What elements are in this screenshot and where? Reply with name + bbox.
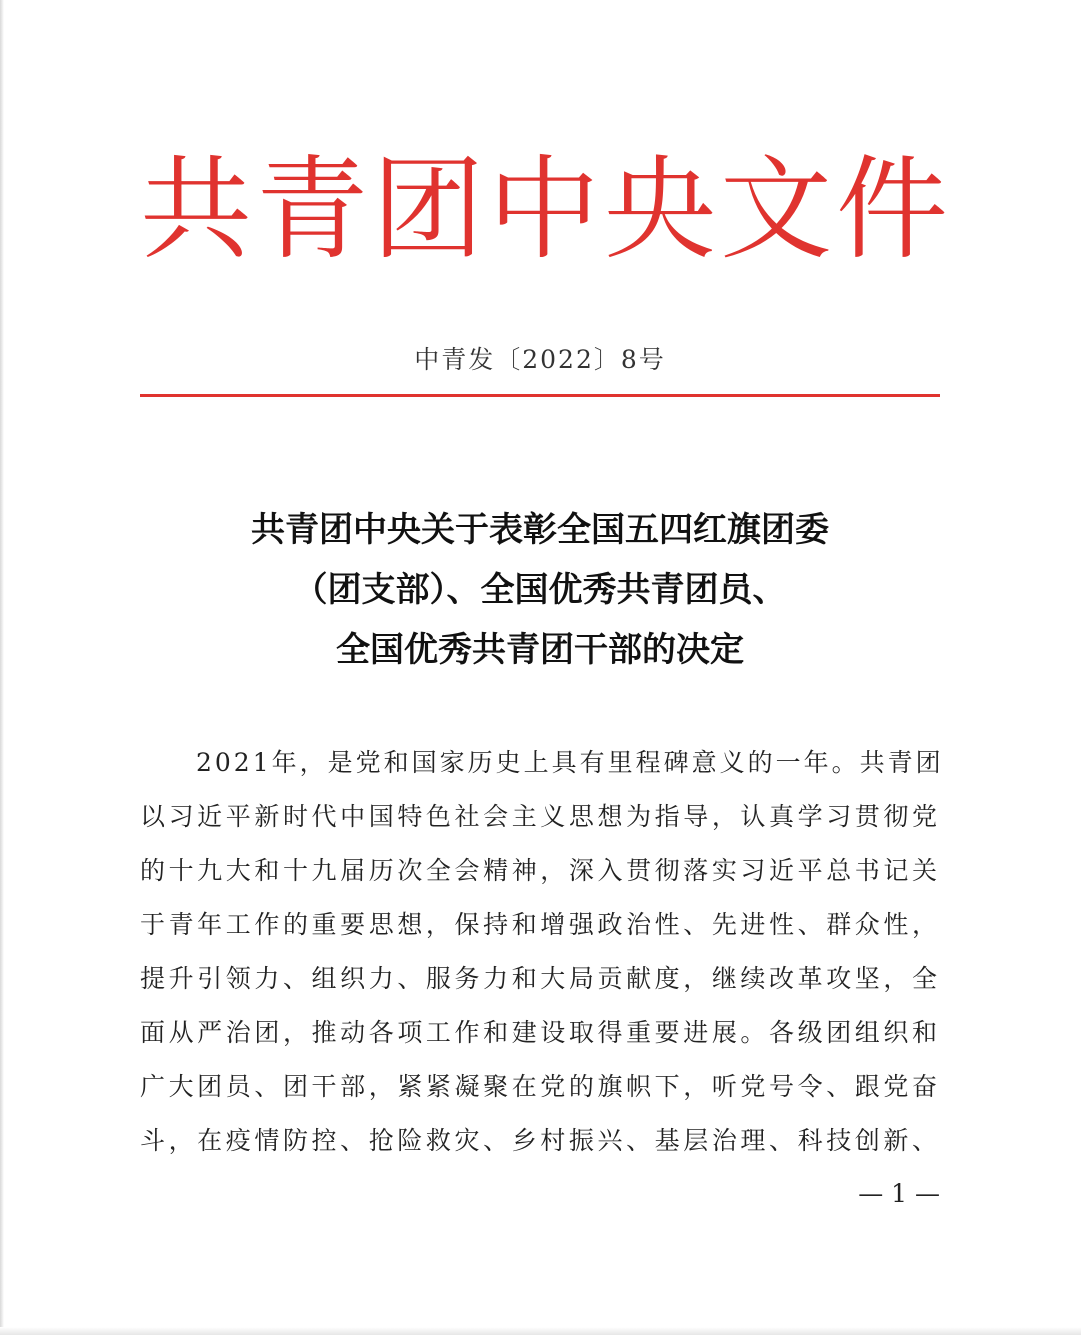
document-number: 中青发〔2022〕8号 [414, 345, 666, 374]
body-line: 提升引领力、组织力、服务力和大局贡献度，继续改革攻坚，全 [140, 964, 940, 993]
body-line: 广大团员、团干部，紧紧凝聚在党的旗帜下，听党号令、跟党奋 [140, 1072, 940, 1101]
body-line: 2021年，是党和国家历史上具有里程碑意义的一年。共青团 [196, 748, 944, 777]
body-line: 面从严治团，推动各项工作和建设取得重要进展。各级团组织和 [140, 1018, 940, 1047]
body-line: 于青年工作的重要思想，保持和增强政治性、先进性、群众性， [140, 910, 940, 939]
body-line: 斗，在疫情防控、抢险救灾、乡村振兴、基层治理、科技创新、 [140, 1126, 940, 1155]
page-number: — 1 — [858, 1179, 940, 1208]
body-paragraph [140, 736, 944, 1168]
page-edge-shadow [0, 0, 4, 1335]
masthead-title: 共青团中央文件 [140, 145, 952, 275]
red-divider [140, 394, 940, 397]
page-bottom-shadow [0, 1327, 1081, 1335]
document-title [140, 500, 940, 680]
title-line: 共青团中央关于表彰全国五四红旗团委 [251, 510, 829, 550]
title-line: （团支部）、全国优秀共青团员、 [293, 570, 787, 610]
body-line: 以习近平新时代中国特色社会主义思想为指导，认真学习贯彻党 [140, 802, 940, 831]
title-line: 全国优秀共青团干部的决定 [336, 630, 744, 670]
body-line: 的十九大和十九届历次全会精神，深入贯彻落实习近平总书记关 [140, 856, 940, 885]
